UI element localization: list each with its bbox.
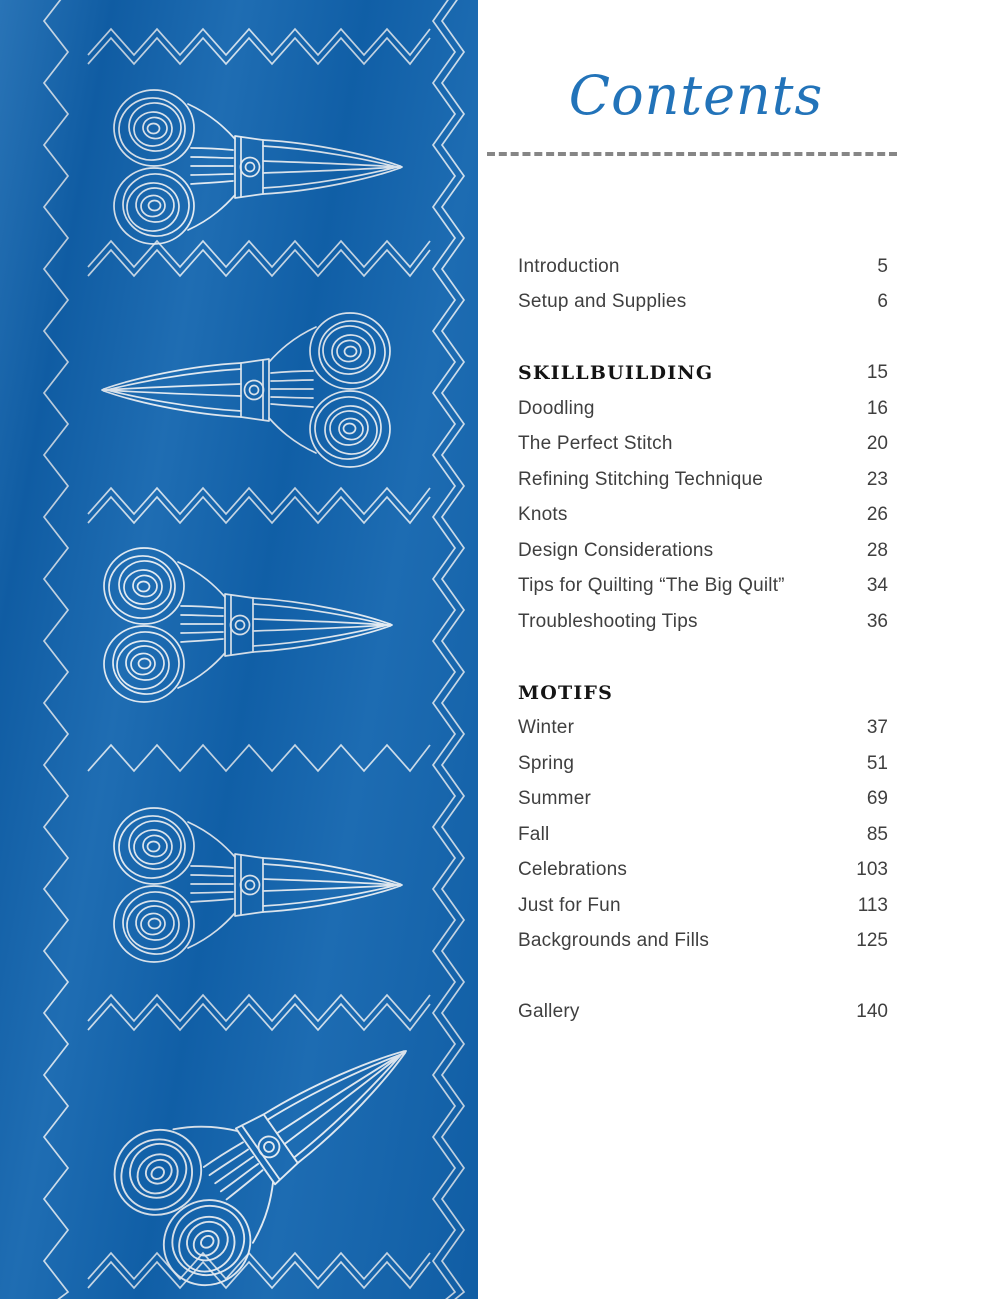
toc-entry-label: Doodling [518, 397, 595, 419]
zigzag-stitch-border [88, 1004, 430, 1030]
toc-page-number: 34 [866, 575, 888, 597]
toc-entry-label: Backgrounds and Fills [518, 930, 710, 952]
toc-entry-label: Setup and Supplies [518, 291, 687, 313]
toc-heading-label: SKILLBUILDING [518, 362, 714, 385]
toc-entry [518, 817, 888, 853]
toc-entry-label: Design Considerations [518, 539, 714, 561]
toc-section-gap [518, 640, 888, 676]
toc-entry-label: Troubleshooting Tips [518, 610, 698, 632]
zigzag-stitch-border [88, 1253, 430, 1279]
toc-entry-label: Winter [518, 717, 575, 739]
toc-entry-label: Summer [518, 788, 591, 810]
toc-entry [518, 569, 888, 605]
zigzag-stitch-border [433, 0, 455, 1299]
toc-page-number: 5 [877, 255, 888, 277]
page-title: Contents [568, 64, 824, 127]
toc-entry-label: Celebrations [518, 859, 628, 881]
toc-entry [518, 249, 888, 285]
zigzag-stitch-border [88, 488, 430, 514]
toc-entry-label: Tips for Quilting “The Big Quilt” [518, 575, 785, 597]
scissors-motif [102, 313, 390, 467]
toc-page-number: 20 [866, 433, 888, 455]
toc-entry [518, 924, 888, 960]
scissors-motif [104, 548, 392, 702]
toc-entry [518, 604, 888, 640]
dashed-divider [487, 152, 897, 156]
toc-page-number: 140 [856, 1001, 888, 1023]
toc-entry-label: Gallery [518, 1001, 580, 1023]
toc-page-number: 23 [866, 468, 888, 490]
toc-entry [518, 498, 888, 534]
toc-entry-label: Refining Stitching Technique [518, 468, 764, 490]
quilt-stitching [0, 0, 478, 1299]
toc-page-number: 26 [866, 504, 888, 526]
toc-page-number: 6 [877, 291, 888, 313]
toc-entry-label: Introduction [518, 255, 620, 277]
scissors-motif [114, 808, 402, 962]
toc-page-number: 113 [857, 894, 888, 916]
toc-section-heading [518, 356, 888, 392]
toc-page-number: 16 [866, 397, 888, 419]
toc-page-number: 15 [866, 362, 888, 384]
toc-section-heading [518, 675, 888, 711]
zigzag-stitch-border [88, 38, 430, 64]
toc-entry [518, 462, 888, 498]
toc-entry-label: Knots [518, 504, 568, 526]
toc-page-number: 125 [856, 930, 888, 952]
zigzag-stitch-border [88, 497, 430, 523]
zigzag-stitch-border [88, 29, 430, 55]
toc-page-number: 37 [866, 717, 888, 739]
toc-entry [518, 853, 888, 889]
zigzag-stitch-border [88, 241, 430, 267]
toc-page-number: 69 [866, 788, 888, 810]
scissors-motif [114, 90, 402, 244]
toc-page-number: 28 [866, 539, 888, 561]
toc-entry [518, 391, 888, 427]
toc-entry [518, 995, 888, 1031]
toc-section-gap [518, 320, 888, 356]
toc-page-number: 103 [856, 859, 888, 881]
toc-entry-label: Just for Fun [518, 894, 621, 916]
toc-entry [518, 746, 888, 782]
scissors-motif [98, 982, 455, 1299]
toc-section-gap [518, 959, 888, 995]
toc-entry [518, 533, 888, 569]
toc-entry-label: Spring [518, 752, 575, 774]
zigzag-stitch-border [88, 995, 430, 1021]
zigzag-stitch-border [88, 250, 430, 276]
toc-entry [518, 782, 888, 818]
toc-entry-label: Fall [518, 823, 550, 845]
toc-entry-label: The Perfect Stitch [518, 433, 673, 455]
toc-entry [518, 427, 888, 463]
toc-page-number: 51 [866, 752, 888, 774]
toc-entry [518, 711, 888, 747]
quilt-panel [0, 0, 478, 1299]
table-of-contents [518, 249, 888, 1030]
toc-entry [518, 888, 888, 924]
zigzag-stitch-border [88, 1262, 430, 1288]
toc-page-number: 36 [866, 610, 888, 632]
zigzag-stitch-border [88, 745, 430, 771]
toc-page-number: 85 [866, 823, 888, 845]
toc-heading-label: MOTIFS [518, 681, 614, 704]
zigzag-stitch-border [44, 0, 68, 1299]
toc-entry [518, 285, 888, 321]
